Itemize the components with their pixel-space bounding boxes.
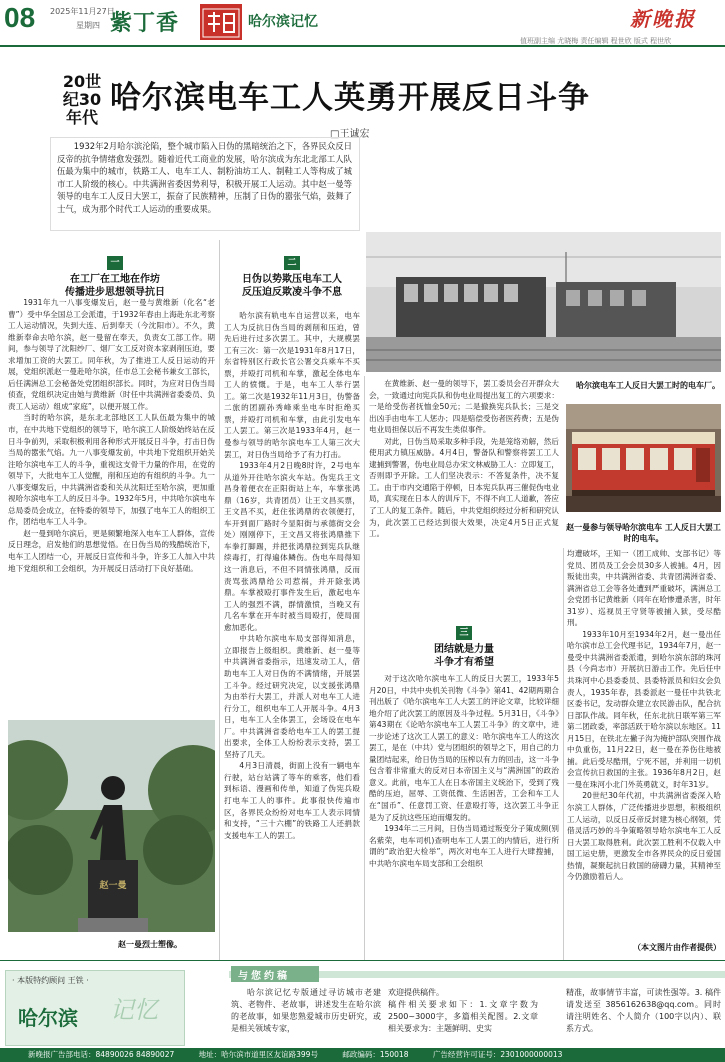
column-divider (219, 240, 220, 960)
section2-number: 二 (284, 256, 300, 270)
section3-paragraph: 对于这次哈尔滨电车工人的反日大罢工，1933年5月20日，中共中央机关刊物《斗争》第41、42期两期合刊出版了《哈尔滨电车工人大罢工的评论文章，比较详细地介绍了此次罢工的原因及斗争过程。5月31日，《斗争》第43期在《论哈尔滨电车工人罢工斗争》的文章中，进一步论述了这次工人罢工的意义：哈尔滨电车工人的这次罢工，是在（中共）党与团组织的领导之下，用自己的力量团结起来，给日伪当局的压榨以有力的回击，这一斗争包含着非常重大的反对日本帝国主义与“满洲国”的政治意义。此前，电车工人在日本帝国主义统治下，受到了残酷的压迫，屈辱、工资低微、生活困苦，工会和车工人在“国币”、任意罚工资、任意殴打等，这次罢工斗争正是为了反抗这些压迫而爆发的。 (369, 674, 559, 822)
seal-logo (200, 4, 242, 38)
headline-title: 哈尔滨电车工人英勇开展反日斗争 (110, 80, 590, 116)
editor-credits: 值班副主编 尤晓梅 责任编辑 程世欣 版式 程世欣 (520, 37, 672, 45)
seal-icon (200, 6, 242, 40)
masthead-divider (0, 45, 725, 47)
section1-number: 一 (107, 256, 123, 270)
section2-continued (369, 378, 559, 618)
column-divider (563, 548, 564, 960)
section3-number: 三 (456, 626, 472, 640)
statue-caption: 赵一曼烈士塑像。 (118, 940, 182, 949)
section2-paragraph: 1933年4月2日晚8时许，2号电车从道外开往哈尔滨火车站。伪宪兵王文昌身着便衣在正阳街站上车，车掌张鸿鼎（16岁，共青团员）让王文昌买票，王文昌不买，赶住张鸿鼎的衣领便打，车开到面厂路时今显阳街与承德街交会处）刚刚停下，王文昌又将张鸿鼎推下车拳打脚踢，并把张鸿鼎拉到宪兵队继续毒打，打得遍体鳞伤。伪电车局得知这一消息后，不但不同情张鸿鼎，反而责骂张鸿鼎给公司惹祸，并开除张鸿鼎。车掌被殴打事件发生后，激起电车工人的强烈不满，群情激愤，当晚又有几名车掌在开车时被当局殴打，使局面愈加恶化。 (224, 461, 360, 632)
section2-title: 日伪以势欺压电车工人 反压迫反欺凌斗争不息 (242, 274, 342, 298)
section3-header (369, 626, 559, 669)
section2-paragraph: 4月3日清晨，街面上没有一辆电车行驶，站台站满了等车的乘客，他们看到标语、漫画和传单，知道了伪宪兵殴打电车工人的事件。此事很快传遍市区，各界民众纷纷对电车工人表示同情和支持，“三十六棚”的铁路工人还捐款支援电车工人的罢工。 (224, 761, 360, 840)
section2-paragraph: 中共哈尔滨电车局支部得知消息，立即报告上级组织。黄维新、赵一曼等中共满洲省委指示，迅速发动工人，借助电车工人对日伪的不满情绪，开展罢工斗争。经过研究决定，以支援张鸿鼎为由举行大罢工，并派人对电车工人进行分工，组织电车工人开展斗争。4月3日，电车工人全体罢工，会场设在电车厂。中共满洲省委给电车工人的罢工提出要求，全体工人纷纷表示支持，罢工坚持了几天。 (224, 634, 360, 759)
statue-photo (8, 720, 215, 932)
tram-image (566, 404, 721, 512)
page-number: 08 (4, 2, 36, 33)
section2-header (224, 256, 360, 299)
column-divider (364, 376, 365, 960)
section1-paragraph: 赵一曼到哈尔滨后，更是频繁地深入电车工人群体，宣传反日理念，启发他们的思想觉悟。在日伪当局的残酷统治下，电车工人团结一心，开展反日宣传和斗争，许多工人加入中共地下党组织和工会组织，为开展反日活动打下良好基础。 (8, 528, 215, 573)
issue-weekday: 星期四 (76, 21, 100, 30)
contribution-text-3: 精准，故事情节丰富，可读性强等。3. 稿件请发送至 3856162638@qq.com。同时请注明姓名、个人简介（100字以内）、联系方式。 (566, 988, 721, 1033)
promo-script-title: 记忆 (110, 996, 158, 1024)
lead-paragraph: 1932年2月哈尔滨沦陷，整个城市陷入日伪的黑暗统治之下，各界民众反日反帝的抗争情绪愈发强烈。随着近代工商业的发展，哈尔滨成为东北北部工人队伍最为集中的城市，铁路工人、电车工人、制粉油坊工人、制鞋工人等构成了城市工人阶级的核心。中共满洲省委因势利导，积极开展工人运动。其中赵一曼等领导的电车工人反日大罢工，振奋了民族精神，压制了日伪的嚣张气焰，鼓舞了士气，成为那个时代工人运动的重要成果。 (57, 141, 352, 214)
section1-body (8, 297, 215, 715)
section1-paragraph: 1931年九一八事变爆发后，赵一曼与黄维新（化名“老曹”）受中华全国总工会派遣，于1932年春由上海赴东北考察工人运动情况，失到大连、后到奉天（今沈阳市）。不久，黄维新奉命去哈尔滨，赵一曼留在奉天，负责女工部工作。期间，参与领导了沈阳纱厂、烟厂女工反对资本家剥削压迫，要求增加工资的大罢工。同年秋，为了推进工人反日运动的开展，党组织派赵一曼赴哈尔滨，任市总工会秘书兼女工部长，后任满洲总工会秘备处党团组织部长。同时，为应对日伪当局侦查，党组织决定由她与黄维新（时任中共满洲省委委员、负责工人运动）组成“家庭”，以便开展工作。 (8, 298, 215, 411)
tram-photo (566, 404, 721, 512)
footer-bar (0, 1048, 725, 1062)
footer-ad-phone: 新晚报广告部电话：84890026 84890027 (28, 1050, 175, 1059)
statue-image (8, 720, 215, 932)
promo-advisor: · 本版特约顾问 王铁 · (12, 976, 89, 985)
footer-postcode: 邮政编码：150018 (342, 1050, 409, 1059)
bottom-divider (0, 960, 725, 961)
promo-title: 哈尔滨 (18, 1006, 78, 1030)
depot-image (366, 232, 721, 372)
section2-body (224, 310, 360, 958)
section3-body (369, 673, 559, 960)
footer-license: 广告经营许可证号：2301000000013 (432, 1050, 563, 1059)
col4-paragraph: 20世纪30年代初，中共满洲省委深入哈尔滨工人群体，广泛传播进步思想，积极组织工人运动，以反日反帝反封建为核心纲领，凭借灵活巧妙的斗争策略领导哈尔滨电车工人反日大罢工取得胜利。此次罢工胜利不仅载入中国工运史册，更激发全市各界民众的反日爱国热情，凝聚起抗日救国的磅礴力量，其精神至今仍激励着后人。 (567, 791, 721, 882)
footer-address: 地址：哈尔滨市道里区友谊路399号 (198, 1050, 318, 1059)
newspaper-logo: 新晚报 (630, 7, 696, 31)
section-name: 哈尔滨记忆 (248, 14, 318, 30)
depot-caption: 哈尔滨电车工人反日大罢工时的电车厂。 (576, 381, 720, 390)
section1-paragraph: 当时的哈尔滨，是东北北部地区工人队伍最为集中的城市，在中共地下党组织的领导下，哈尔滨工人阶级始终站在反日斗争前列，采取积极利用各种形式开展反日斗争，打击日伪当局的嚣张气焰。九一八事变爆发前，中共地下党组织开始关注哈尔滨电车工人的斗争，重视这支骨干力量的作用，在党的领导下，大批电车工人觉醒，削和压迫的有组织的斗争。九一八事变爆发后，中共满洲省委和关从沈阳迁至哈尔滨，更加重视哈尔滨电车工人的反日斗争。1932年5月，中共哈尔滨电车总局委员会成立，在特委的领导下，加强了电车工人的组织工作，团结电车工人斗争。 (8, 413, 215, 527)
contribution-text-2: 欢迎提供稿件。 稿件相关要求如下：1.文章字数为2500~3000字，多篇相关配图。2.文章相关要求为：主题鲜明、史实 (388, 988, 538, 1033)
tram-caption: 赵一曼参与领导哈尔滨电车 工人反日大罢工时的电车。 (566, 523, 721, 543)
headline-decade: 20世纪30年代 (62, 72, 102, 127)
photo-credit: （本文图片由作者提供） (633, 943, 721, 952)
section3-continued (567, 548, 721, 938)
contribution-text-1: 哈尔滨记忆专版通过寻访城市老建筑、老物件、老故事，讲述发生在哈尔滨的老故事，如果您熟爱城市历史研究，或是相关领域专家， (231, 988, 381, 1033)
depot-photo (366, 232, 721, 372)
statue-plaque: 赵一曼 (99, 881, 127, 891)
section1-header (10, 256, 220, 299)
section1-title: 在工厂在工地在作坊 传播进步思想领导抗日 (65, 274, 165, 298)
section2-cont-paragraph: 在黄维新、赵一曼的领导下，罢工委员会召开群众大会，一致通过向宪兵队和伪电业局提出复工的六项要求：一是给受伤者抚恤金50元；二是撤换宪兵队长；三是交出凶手由电车工人惩办；四是赔偿受伤者医药费；五是伪电业局担保以后不再发生类似事件。 (369, 379, 559, 435)
col4-paragraph: 均遭破坏，王知一（团工成帅、支部书记）等党员、团员及工会会员30多人被捕。4月，因叛徒出卖，中共满洲省委、共青团满洲省委、满洲省总工会等各处遭到严重破坏，满洲总工会党团书记黄维新（同年在哈惨遭杀害，时年31岁）、巡视员王守贤等被捕入狱，受尽酷刑。 (567, 549, 721, 628)
section2-cont-paragraph: 对此，日伪当局采取多种手段，先是笼络劝解，然后使用武力镇压威胁。4月4日，警备队和警察将罢工工人逮捕到警署，伪电业局总办宋文林威胁工人：立即复工，否则即予开除。工人们坚决表示：不答复条件，决不复工。由于市内交通陷于停顿，日本宪兵队再三催促伪电业局，真实现在日本人的训斥下，不得不向工人道歉，答应了工人的复工条件。随后，中共党组织经过分析和研究认为，此次罢工已经达到很大效果，决定4月5日正式复工。 (369, 436, 559, 539)
section1-overflow-line (180, 238, 360, 252)
section3-title: 团结就是力量 斗争才有希望 (434, 644, 494, 668)
contribution-title: 与您约稿 (238, 971, 290, 982)
column-name: 紫丁香 (110, 10, 180, 36)
col4-paragraph: 1933年10月至1934年2月，赵一曼出任哈尔滨市总工会代理书记，1934年7月，赵一曼受中共满洲省委派遣，到哈尔滨东部的珠河县（今尚志市）开展抗日游击工作。先后任中共珠河中心县委委员、县委特派员和妇女会负责人，1935年春，县委派赵一曼任中共铁北区委书记，发动群众建立农民游击队，配合抗日部队作战。同年秋，任东北抗日联军第三军第二团政委，率部活跃于哈尔滨以东地区。11月15日，在铁北左撇子沟为掩护部队突围作战中负重伤，11月22日，赵一曼在养伤住地被捕。此后受尽酷刑，宁死不屈，并利用一切机会宣传抗日救国的主张。1936年8月2日，赵一曼在珠河小北门外英勇就义，时年31岁。 (567, 629, 721, 789)
section3-paragraph: 1934年二三月间，日伪当局通过叛变分子策成频(别名紫荣，电车司机)查明电车工人罢工的内情后，进行所谓的“政治犯大检举”，两次对电车工人进行大肆搜捕，中共哈尔滨电车局支部和工会组织 (369, 824, 559, 868)
byline: □王诚宏 (330, 129, 370, 140)
section2-paragraph: 哈尔滨有轨电车自运营以来，电车工人为反抗日伪当局的剥削和压迫，曾先后进行过多次罢工。其中，大规模罢工有三次：第一次是1931年8月17日，东省特别区行政长官公署交兵乘车不买票，并殴打司机和车掌，激起全体电车工人的愤慨。于是，电车工人举行罢工。第二次是1932年11月3日，伪警备二旅的团副孙秀峰乘坐电车时拒绝买票，并殴打司机和车掌，由此引发电车工人罢工。第三次是1933年4月，赵一曼参与领导的哈尔滨电车工人第三次大罢工，对日伪当局给予了有力打击。 (224, 311, 360, 459)
issue-date: 2025年11月27日 (50, 7, 115, 16)
